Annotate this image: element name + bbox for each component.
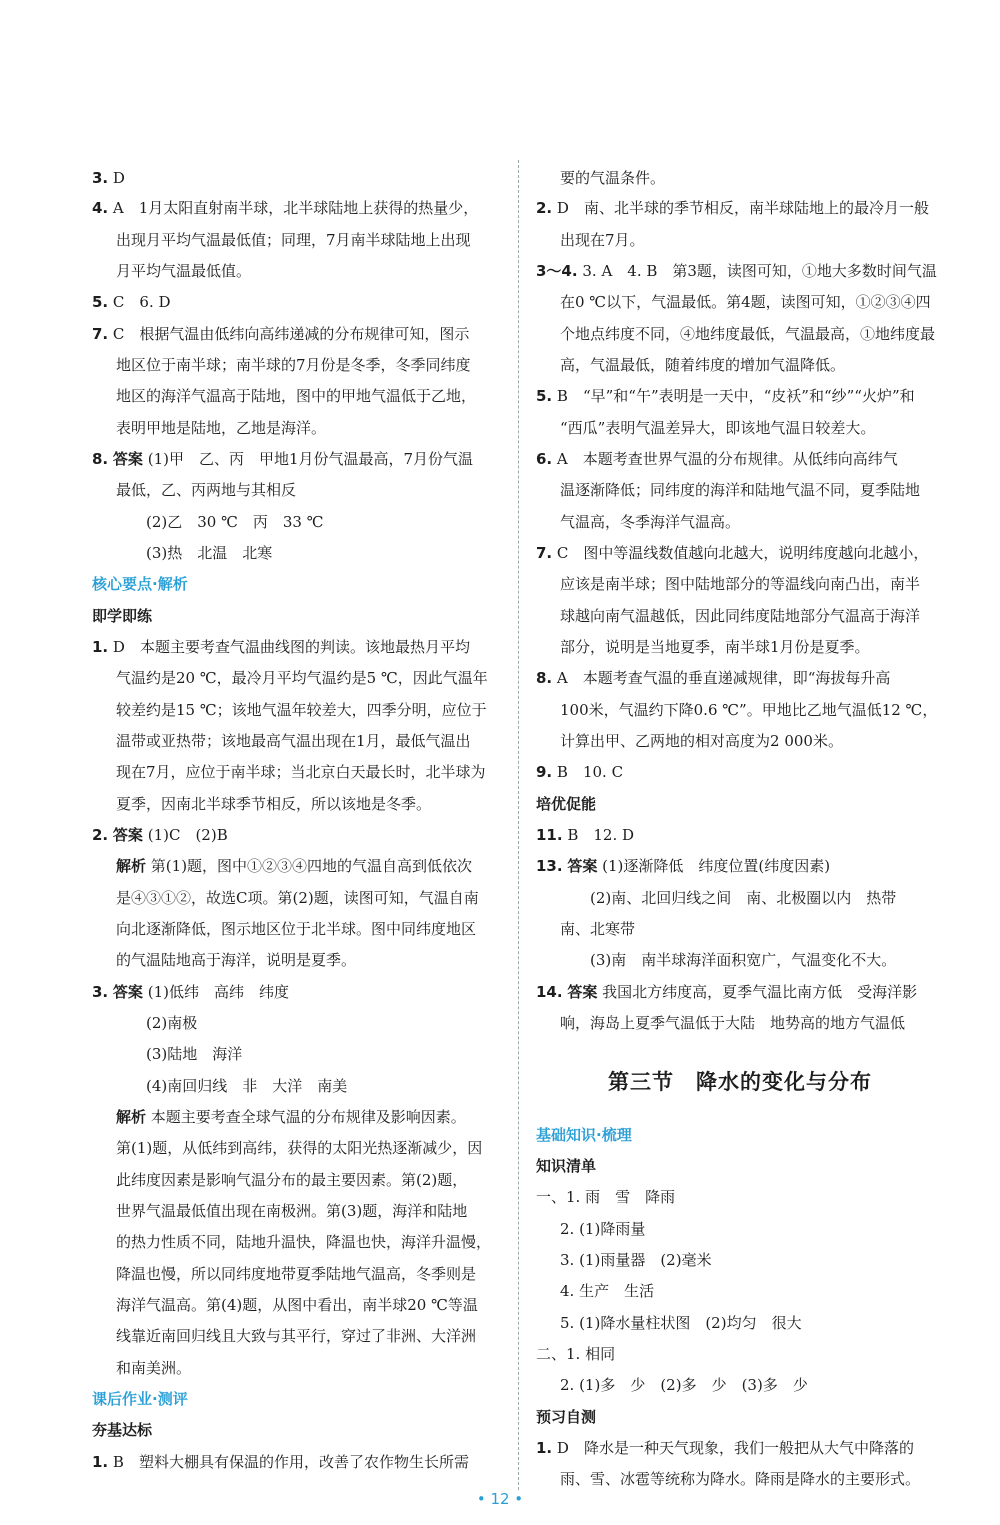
text-line xyxy=(116,1138,482,1158)
text-line xyxy=(116,418,326,438)
text-line xyxy=(560,731,843,751)
text-line xyxy=(146,1044,242,1064)
line-text: 海洋气温高。第(4)题，从图中看出，南半球20 ℃等温 xyxy=(116,1296,478,1314)
text-line xyxy=(536,1344,615,1364)
line-text: 一、1. 雨 雪 降雨 xyxy=(536,1188,676,1206)
text-line xyxy=(92,198,478,218)
answer-label: 答案 xyxy=(567,857,598,875)
item-number: 8. xyxy=(92,450,109,468)
column-divider xyxy=(518,160,519,1490)
text-line xyxy=(116,261,251,281)
section-heading xyxy=(536,1125,632,1145)
item-number: 3. xyxy=(92,169,109,187)
text-line xyxy=(560,1375,808,1395)
text-line xyxy=(116,1201,467,1221)
line-text: 3. (1)雨量器 (2)毫米 xyxy=(560,1251,712,1269)
text-line xyxy=(560,637,870,657)
text-line xyxy=(560,919,635,939)
text-line xyxy=(560,1219,645,1239)
line-text: 气温约是20 ℃，最冷月平均气温约是5 ℃，因此气温年 xyxy=(116,669,488,687)
line-text: 较差约是15 ℃；该地气温年较差大，四季分明，应位于 xyxy=(116,701,487,719)
text-line xyxy=(560,230,645,250)
item-number: 6. xyxy=(536,450,553,468)
answer-label: 答案 xyxy=(112,826,143,844)
line-text: 高，气温最低，随着纬度的增加气温降低。 xyxy=(560,356,846,374)
line-text: (4)南回归线 非 大洋 南美 xyxy=(146,1077,348,1095)
text-line xyxy=(560,292,931,312)
line-text: 5. (1)降水量柱状图 (2)均匀 很大 xyxy=(560,1314,802,1332)
line-text: (3)热 北温 北寒 xyxy=(146,544,273,562)
text-line xyxy=(92,982,289,1002)
line-text: 即学即练 xyxy=(92,607,153,625)
text-line xyxy=(116,480,296,500)
text-line xyxy=(560,355,845,375)
section-heading xyxy=(92,1389,188,1409)
text-line xyxy=(116,856,472,876)
text-line xyxy=(92,168,125,188)
text-line xyxy=(146,1013,197,1033)
line-text: 的气温陆地高于海洋，说明是夏季。 xyxy=(116,951,357,969)
line-text: 4. 生产 生活 xyxy=(560,1282,655,1300)
text-line xyxy=(536,1187,675,1207)
line-text: 最低，乙、丙两地与其相反 xyxy=(116,481,297,499)
line-text: 线靠近南回归线且大致与其平行，穿过了非洲、大洋洲 xyxy=(116,1327,477,1345)
line-text: B 塑料大棚具有保温的作用，改善了农作物生长所需 xyxy=(112,1453,469,1471)
line-text: (1)C (2)B xyxy=(147,826,228,844)
line-text: A 本题考查世界气温的分布规律。从低纬向高纬气 xyxy=(556,450,898,468)
line-text: 现在7月，应位于南半球；当北京白天最长时，北半球为 xyxy=(116,763,486,781)
line-text: D 南、北半球的季节相反，南半球陆地上的最冷月一般 xyxy=(556,199,929,217)
text-line xyxy=(560,606,920,626)
line-text: 在0 ℃以下，气温最低。第4题，读图可知，①②③④四 xyxy=(560,293,931,311)
text-line xyxy=(92,825,228,845)
text-line xyxy=(536,825,634,845)
text-line xyxy=(560,1250,712,1270)
text-line xyxy=(116,888,479,908)
item-number: 1. xyxy=(536,1439,553,1457)
line-text: 3. A 4. B 第3题，读图可知，①地大多数时间气温 xyxy=(582,262,937,280)
subsection-heading xyxy=(536,1407,596,1427)
text-line xyxy=(536,982,917,1002)
text-line xyxy=(146,543,272,563)
line-text: 本题主要考查全球气温的分布规律及影响因素。 xyxy=(150,1108,466,1126)
text-line xyxy=(92,637,470,657)
item-number: 7. xyxy=(92,325,109,343)
line-text: 雨、雪、冰雹等统称为降水。降雨是降水的主要形式。 xyxy=(560,1470,921,1488)
text-line xyxy=(536,1438,914,1458)
text-line xyxy=(116,1107,466,1127)
line-text: 应该是南半球；图中陆地部分的等温线向南凸出，南半 xyxy=(560,575,921,593)
text-line xyxy=(536,668,890,688)
text-line xyxy=(146,512,324,532)
item-number: 9. xyxy=(536,763,553,781)
line-text: C 6. D xyxy=(112,293,171,311)
text-line xyxy=(536,762,623,782)
item-number: 8. xyxy=(536,669,553,687)
line-text: “西瓜”表明气温差异大，即该地气温日较差大。 xyxy=(560,419,876,437)
text-line xyxy=(560,168,665,188)
text-line xyxy=(92,292,171,312)
line-text: (3)南 南半球海洋面积宽广，气温变化不大。 xyxy=(590,951,897,969)
item-number: 1. xyxy=(92,638,109,656)
line-text: D 降水是一种天气现象，我们一般把从大气中降落的 xyxy=(556,1439,914,1457)
line-text: 培优促能 xyxy=(536,795,597,813)
line-text: 地区的海洋气温高于陆地，图中的甲地气温低于乙地， xyxy=(116,387,477,405)
text-line xyxy=(146,1076,347,1096)
line-text: 课后作业·测评 xyxy=(92,1390,188,1408)
text-line xyxy=(560,1013,905,1033)
line-text: 温带或亚热带；该地最高气温出现在1月，最低气温出 xyxy=(116,732,471,750)
text-line xyxy=(116,668,488,688)
text-line xyxy=(116,355,471,375)
line-text: (1)甲 乙、丙 甲地1月份气温最高，7月份气温 xyxy=(147,450,474,468)
text-line xyxy=(536,198,929,218)
text-line xyxy=(560,480,920,500)
line-text: 二、1. 相同 xyxy=(536,1345,616,1363)
line-text: 世界气温最低值出现在南极洲。第(3)题，海洋和陆地 xyxy=(116,1202,468,1220)
subsection-heading xyxy=(92,606,152,626)
line-text: 100米，气温约下降0.6 ℃”。甲地比乙地气温低12 ℃， xyxy=(560,701,938,719)
line-text: 南、北寒带 xyxy=(560,920,636,938)
text-line xyxy=(116,794,431,814)
line-text: 和南美洲。 xyxy=(116,1359,192,1377)
text-line xyxy=(92,324,469,344)
answer-label: 解析 xyxy=(116,1108,147,1126)
line-text: 出现月平均气温最低值；同理，7月南半球陆地上出现 xyxy=(116,231,471,249)
line-text: 2. (1)多 少 (2)多 少 (3)多 少 xyxy=(560,1376,808,1394)
item-number: 1. xyxy=(92,1453,109,1471)
line-text: 响，海岛上夏季气温低于大陆 地势高的地方气温低 xyxy=(560,1014,906,1032)
line-text: B 10. C xyxy=(556,763,624,781)
line-text: A 1月太阳直射南半球，北半球陆地上获得的热量少， xyxy=(112,199,479,217)
line-text: C 图中等温线数值越向北越大，说明纬度越向北越小， xyxy=(556,544,929,562)
text-line xyxy=(116,1264,476,1284)
page-number: • 12 • xyxy=(476,1490,524,1508)
text-line xyxy=(116,919,476,939)
line-text: 表明甲地是陆地，乙地是海洋。 xyxy=(116,419,327,437)
line-text: A 本题考查气温的垂直递减规律，即“海拔每升高 xyxy=(556,669,891,687)
chapter-heading xyxy=(608,1072,872,1092)
line-text: (2)南、北回归线之间 南、北极圈以内 热带 xyxy=(590,889,897,907)
line-text: 2. (1)降雨量 xyxy=(560,1220,646,1238)
line-text: D xyxy=(112,169,125,187)
item-number: 2. xyxy=(536,199,553,217)
text-line xyxy=(116,1295,478,1315)
item-number: 4. xyxy=(92,199,109,217)
text-line xyxy=(116,1170,467,1190)
text-line xyxy=(590,950,896,970)
text-line xyxy=(116,1326,476,1346)
item-number: 5. xyxy=(92,293,109,311)
line-text: 夏季，因南北半球季节相反，所以该地是冬季。 xyxy=(116,795,432,813)
line-text: 要的气温条件。 xyxy=(560,169,666,187)
answer-label: 答案 xyxy=(567,983,598,1001)
subsection-heading xyxy=(536,794,596,814)
text-line xyxy=(536,543,928,563)
line-text: 球越向南气温越低，因此同纬度陆地部分气温高于海洋 xyxy=(560,607,921,625)
line-text: 部分，说明是当地夏季，南半球1月份是夏季。 xyxy=(560,638,870,656)
line-text: 是④③①②，故选C项。第(2)题，读图可知，气温自南 xyxy=(116,889,479,907)
line-text: C 根据气温由低纬向高纬递减的分布规律可知，图示 xyxy=(112,325,470,343)
line-text: (2)乙 30 ℃ 丙 33 ℃ xyxy=(146,513,324,531)
line-text: 核心要点·解析 xyxy=(92,575,188,593)
line-text: 此纬度因素是影响气温分布的最主要因素。第(2)题， xyxy=(116,1171,468,1189)
text-line xyxy=(116,950,356,970)
item-number: 7. xyxy=(536,544,553,562)
line-text: 计算出甲、乙两地的相对高度为2 000米。 xyxy=(560,732,843,750)
text-line xyxy=(560,512,740,532)
text-line xyxy=(116,386,476,406)
line-text: 第(1)题，图中①②③④四地的气温自高到低依次 xyxy=(150,857,473,875)
item-number: 3. xyxy=(92,983,109,1001)
line-text: 夯基达标 xyxy=(92,1421,153,1439)
item-number: 2. xyxy=(92,826,109,844)
line-text: (2)南极 xyxy=(146,1014,198,1032)
chapter-label: 第三节 xyxy=(608,1070,674,1094)
text-line xyxy=(560,574,920,594)
text-line xyxy=(560,324,935,344)
line-text: 温逐渐降低；同纬度的海洋和陆地气温不同，夏季陆地 xyxy=(560,481,921,499)
text-line xyxy=(590,888,896,908)
text-line xyxy=(116,230,471,250)
text-line xyxy=(536,261,937,281)
line-text: D 本题主要考查气温曲线图的判读。该地最热月平均 xyxy=(112,638,470,656)
line-text: (3)陆地 海洋 xyxy=(146,1045,243,1063)
line-text: 我国北方纬度高，夏季气温比南方低 受海洋影 xyxy=(602,983,918,1001)
line-text: 地区位于南半球；南半球的7月份是冬季，冬季同纬度 xyxy=(116,356,471,374)
line-text: 出现在7月。 xyxy=(560,231,645,249)
text-line xyxy=(92,449,473,469)
line-text: 向北逐渐降低，图示地区位于北半球。图中同纬度地区 xyxy=(116,920,477,938)
line-text: 气温高，冬季海洋气温高。 xyxy=(560,513,741,531)
line-text: 第(1)题，从低纬到高纬，获得的太阳光热逐渐减少，因 xyxy=(116,1139,483,1157)
line-text: 的热力性质不同，陆地升温快，降温也快，海洋升温慢， xyxy=(116,1233,492,1251)
item-number: 14. xyxy=(536,983,563,1001)
subsection-heading xyxy=(536,1156,596,1176)
answer-label: 解析 xyxy=(116,857,147,875)
text-line xyxy=(116,1358,191,1378)
section-heading xyxy=(92,574,188,594)
answer-label: 答案 xyxy=(112,983,143,1001)
text-line xyxy=(536,386,915,406)
text-line xyxy=(116,1232,491,1252)
item-number: 11. xyxy=(536,826,563,844)
text-line xyxy=(536,856,830,876)
line-text: 预习自测 xyxy=(536,1408,597,1426)
subsection-heading xyxy=(92,1420,152,1440)
text-line xyxy=(560,1281,654,1301)
line-text: (1)低纬 高纬 纬度 xyxy=(147,983,289,1001)
answer-label: 答案 xyxy=(112,450,143,468)
line-text: 知识清单 xyxy=(536,1157,597,1175)
text-line xyxy=(560,1469,920,1489)
line-text: B “早”和“午”表明是一天中，“皮袄”和“纱”“火炉”和 xyxy=(556,387,915,405)
text-line xyxy=(116,700,487,720)
text-line xyxy=(560,418,875,438)
line-text: 基础知识·梳理 xyxy=(536,1126,632,1144)
text-line xyxy=(536,449,898,469)
text-line xyxy=(560,700,937,720)
line-text: 降温也慢，所以同纬度地带夏季陆地气温高，冬季则是 xyxy=(116,1265,477,1283)
line-text: (1)逐渐降低 纬度位置(纬度因素) xyxy=(602,857,831,875)
item-number: 3～4. xyxy=(536,262,578,280)
text-line xyxy=(116,731,471,751)
text-line xyxy=(92,1452,469,1472)
text-line xyxy=(560,1313,802,1333)
line-text: 月平均气温最低值。 xyxy=(116,262,252,280)
line-text: 个地点纬度不同，④地纬度最低，气温最高，①地纬度最 xyxy=(560,325,936,343)
line-text: B 12. D xyxy=(567,826,635,844)
item-number: 13. xyxy=(536,857,563,875)
item-number: 5. xyxy=(536,387,553,405)
chapter-title: 降水的变化与分布 xyxy=(696,1070,872,1094)
text-line xyxy=(116,762,486,782)
